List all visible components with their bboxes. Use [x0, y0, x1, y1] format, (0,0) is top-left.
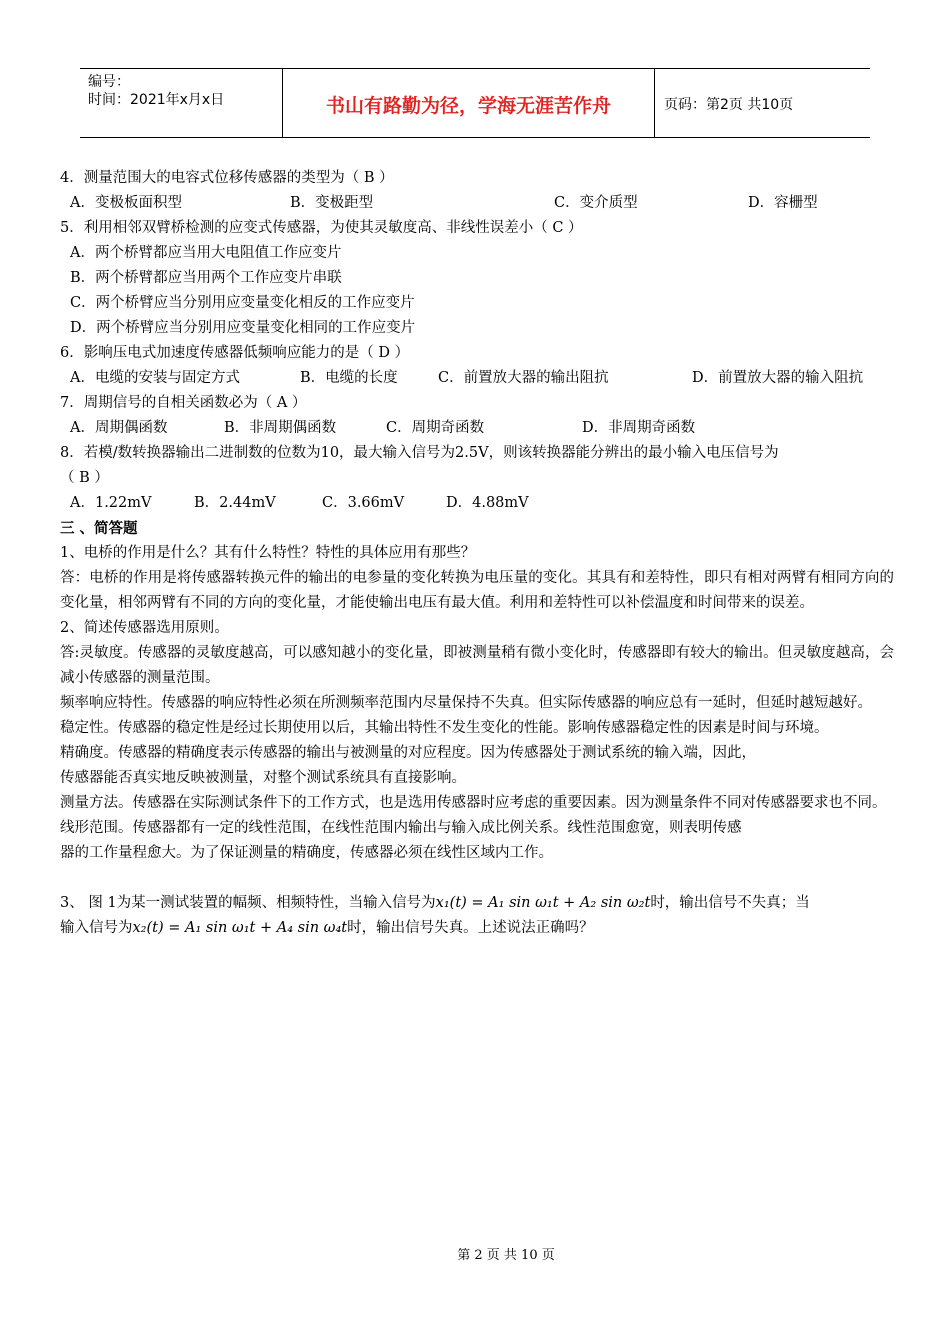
- short-q3-text1: 3、 图 1为某一测试装置的幅频、相频特性，当输入信号为: [60, 895, 436, 911]
- q4-option-a: A．变极板面积型: [70, 195, 182, 211]
- page-header: [80, 68, 870, 138]
- short-q2: 2、简述传感器选用原则。: [60, 620, 229, 636]
- q8-option-a: A．1.22mV: [70, 495, 152, 511]
- q4-stem: 4．测量范围大的电容式位移传感器的类型为（ B ）: [60, 170, 394, 186]
- short-q3-text2: 时，输出信号不失真；当: [650, 895, 810, 911]
- q4-option-b: B．变极距型: [290, 195, 374, 211]
- formula-x1: x₁(t) = A₁ sin ω₁t + A₂ sin ω₂t: [435, 895, 651, 911]
- q5-option-d: D．两个桥臂应当分别用应变量变化相同的工作应变片: [70, 320, 416, 336]
- short-q3-line1: [60, 891, 894, 916]
- q7-option-d: D．非周期奇函数: [582, 420, 696, 436]
- short-q3-text4: 时，输出信号失真。上述说法正确吗？: [347, 920, 594, 936]
- blank-line: [60, 866, 894, 891]
- q6-option-c: C．前置放大器的输出阻抗: [438, 370, 609, 386]
- q4-option-c: C．变介质型: [554, 195, 638, 211]
- q5-option-c: C．两个桥臂应当分别用应变量变化相反的工作应变片: [70, 295, 415, 311]
- short-a2-accuracy-cont: 传感器能否真实地反映被测量，对整个测试系统具有直接影响。: [60, 770, 466, 786]
- q8-stem: 8．若模/数转换器输出二进制数的位数为10，最大输入信号为2.5V，则该转换器能分辨出的最小输入电压信号为: [60, 445, 779, 461]
- header-left: [88, 73, 224, 109]
- q8-stem-answer: （ B ）: [60, 470, 109, 486]
- formula-x2: x₂(t) = A₁ sin ω₁t + A₄ sin ω₄t: [132, 920, 348, 936]
- short-a2-accuracy: 精确度。传感器的精确度表示传感器的输出与被测量的对应程度。因为传感器处于测试系统的输入端，因此，: [60, 745, 756, 761]
- q4-options: [60, 191, 894, 216]
- q5-option-b: B．两个桥臂都应当用两个工作应变片串联: [70, 270, 342, 286]
- short-q1: 1、电桥的作用是什么？其有什么特性？特性的具体应用有那些？: [60, 545, 476, 561]
- q8-options: [60, 491, 894, 516]
- short-a2-stability: 稳定性。传感器的稳定性是经过长期使用以后，其输出特性不发生变化的性能。影响传感器稳定性的因素是时间与环境。: [60, 720, 829, 736]
- q6-stem: 6．影响压电式加速度传感器低频响应能力的是（ D ）: [60, 345, 410, 361]
- page-footer: 第 2 页 共 10 页: [457, 1248, 555, 1263]
- q6-option-a: A．电缆的安装与固定方式: [70, 370, 240, 386]
- short-a1: 答：电桥的作用是将传感器转换元件的输出的电参量的变化转换为电压量的变化。其具有和差特性，即只有相对两臂有相同方向的变化量，相邻两臂有不同的方向的变化量，才能使输出电压有最大值。利用和差特性可以补偿温度和时间带来的误差。: [60, 570, 894, 611]
- short-a2-method: 测量方法。传感器在实际测试条件下的工作方式，也是选用传感器时应考虑的重要因素。因为测量条件不同对传感器要求也不同。: [60, 795, 887, 811]
- short-q3-line2: [60, 916, 894, 941]
- q7-option-b: B．非周期偶函数: [224, 420, 337, 436]
- q8-option-b: B．2.44mV: [194, 495, 276, 511]
- document-body: [60, 166, 894, 941]
- short-a2-linearity-cont: 器的工作量程愈大。为了保证测量的精确度，传感器必须在线性区域内工作。: [60, 845, 553, 861]
- section-title: 三 、简答题: [60, 520, 138, 537]
- q8-option-c: C．3.66mV: [322, 495, 405, 511]
- q7-option-a: A．周期偶函数: [70, 420, 168, 436]
- number-label: 编号：: [88, 74, 130, 90]
- q7-option-c: C．周期奇函数: [386, 420, 485, 436]
- time-label: 时间：2021年x月x日: [88, 92, 225, 108]
- q7-stem: 7．周期信号的自相关函数必为（ A ）: [60, 395, 307, 411]
- q7-options: [60, 416, 894, 441]
- header-page-label: 页码：第2页 共10页: [664, 97, 794, 113]
- header-motto: 书山有路勤为径，学海无涯苦作舟: [325, 95, 611, 117]
- short-a2-frequency: 频率响应特性。传感器的响应特性必须在所测频率范围内尽量保持不失真。但实际传感器的响应总有一延时，但延时越短越好。: [60, 695, 872, 711]
- q6-option-d: D．前置放大器的输入阻抗: [692, 370, 864, 386]
- header-divider: [654, 69, 655, 137]
- q8-option-d: D．4.88mV: [446, 495, 529, 511]
- q4-option-d: D．容栅型: [748, 195, 818, 211]
- q5-stem: 5．利用相邻双臂桥检测的应变式传感器，为使其灵敏度高、非线性误差小（ C ）: [60, 220, 583, 236]
- short-a2-linearity: 线形范围。传感器都有一定的线性范围，在线性范围内输出与输入成比例关系。线性范围愈宽，则表明传感: [60, 820, 742, 836]
- q6-option-b: B．电缆的长度: [300, 370, 398, 386]
- short-a2-sensitivity: 答:灵敏度。传感器的灵敏度越高，可以感知越小的变化量，即被测量稍有微小变化时，传感器即有较大的输出。但灵敏度越高，会减小传感器的测量范围。: [60, 645, 894, 686]
- short-q3-text3: 输入信号为: [60, 920, 133, 936]
- q6-options: [60, 366, 894, 391]
- q5-option-a: A．两个桥臂都应当用大电阻值工作应变片: [70, 245, 342, 261]
